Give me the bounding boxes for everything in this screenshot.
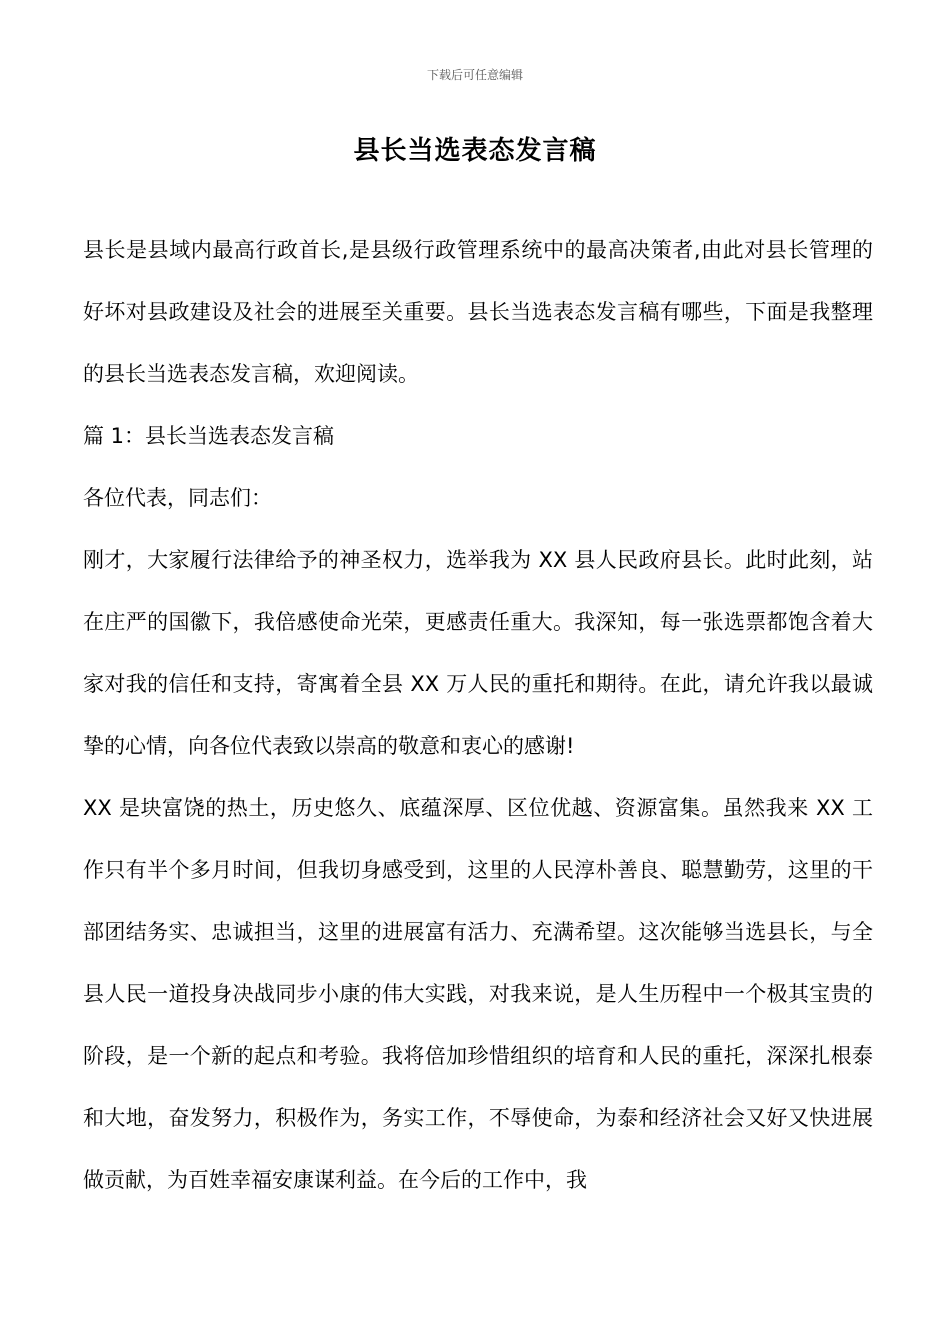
document-body [83, 219, 873, 1211]
body-paragraph: 刚才，大家履行法律给予的神圣权力，选举我为 XX 县人民政府县长。此时此刻，站在庄严的国徽下，我倍感使命光荣，更感责任重大。我深知，每一张选票都饱含着大家对我的信任和支持，寄寓着全县 XX 万人民的重托和期待。在此，请允许我以最诚挚的心情，向各位代表致以崇高的敬意和衷心的感谢! [83, 548, 873, 758]
body-paragraph: XX 是块富饶的热土，历史悠久、底蕴深厚、区位优越、资源富集。虽然我来 XX 工作只有半个多月时间，但我切身感受到，这里的人民淳朴善良、聪慧勤劳，这里的干部团结务实、忠诚担当，这里的进展富有活力、充满希望。这次能够当选县长，与全县人民一道投身决战同步小康的伟大实践，对我来说，是人生历程中一个极其宝贵的阶段，是一个新的起点和考验。我将倍加珍惜组织的培育和人民的重托，深深扎根泰和大地，奋发努力，积极作为，务实工作，不辱使命，为泰和经济社会又好又快进展做贡献，为百姓幸福安康谋利益。在今后的工作中，我 [83, 796, 873, 1192]
document-title: 县长当选表态发言稿 [353, 136, 597, 166]
salutation: 各位代表，同志们： [83, 486, 272, 510]
intro-paragraph: 县长是县域内最高行政首长,是县级行政管理系统中的最高决策者,由此对县长管理的好坏对县政建设及社会的进展至关重要。县长当选表态发言稿有哪些，下面是我整理的县长当选表态发言稿，欢迎阅读。 [83, 238, 873, 386]
header-note: 下载后可任意编辑 [426, 68, 523, 82]
section-heading: 篇 1：县长当选表态发言稿 [83, 424, 335, 448]
